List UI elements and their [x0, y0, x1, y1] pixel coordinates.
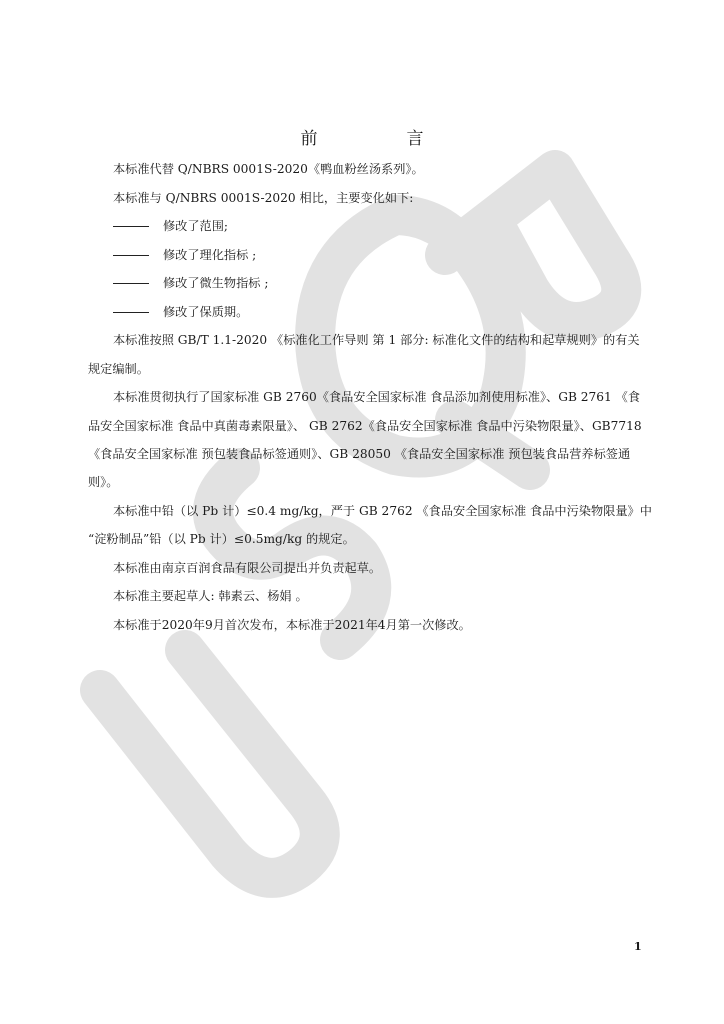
paragraph-drafter-company: 本标准由南京百润食品有限公司提出并负责起草。: [113, 561, 382, 575]
change-item: [113, 218, 228, 235]
paragraph-standards: 本标准贯彻执行了国家标准 GB 2760《食品安全国家标准 食品添加剂使用标准》、GB 2761 《食: [113, 390, 641, 404]
dash-bullet: [113, 255, 149, 256]
paragraph-lead-limit: 本标准中铅（以 Pb 计）≤0.4 mg/kg，严于 GB 2762 《食品安全国家标准 食品中污染物限量》中: [113, 504, 652, 518]
page-title: 前 言: [300, 129, 460, 149]
paragraph-standards-cont: 则》。: [88, 475, 119, 489]
paragraph-publication: 本标准于2020年9月首次发布，本标准于2021年4月第一次修改。: [113, 618, 471, 632]
paragraph-gb-basis-cont: 规定编制。: [88, 362, 149, 376]
dash-bullet: [113, 312, 149, 313]
paragraph-gb-basis: 本标准按照 GB/T 1.1-2020 《标准化工作导则 第 1 部分: 标准化文件的结构和起草规则》的有关: [113, 333, 640, 347]
paragraph-replacement: 本标准代替 Q/NBRS 0001S-2020《鸭血粉丝汤系列》。: [113, 162, 424, 176]
change-item: [113, 275, 268, 292]
dash-bullet: [113, 226, 149, 227]
dash-bullet: [113, 283, 149, 284]
paragraph-changes-intro: 本标准与 Q/NBRS 0001S-2020 相比，主要变化如下:: [113, 191, 414, 205]
paragraph-lead-limit-cont: “淀粉制品”铅（以 Pb 计）≤0.5mg/kg 的规定。: [88, 532, 355, 546]
change-item: [113, 304, 248, 321]
change-text: 修改了微生物指标 ;: [163, 276, 269, 290]
paragraph-standards-cont: 《食品安全国家标准 预包装食品标签通则》、GB 28050 《食品安全国家标准 预包装食品营养标签通: [88, 447, 631, 461]
change-text: 修改了保质期。: [163, 305, 249, 319]
change-text: 修改了理化指标 ;: [163, 248, 257, 262]
page-number: 1: [634, 940, 642, 953]
change-item: [113, 247, 256, 264]
change-text: 修改了范围;: [163, 219, 229, 233]
paragraph-drafters: 本标准主要起草人: 韩素云、杨娟 。: [113, 589, 308, 603]
paragraph-standards-cont: 品安全国家标准 食品中真菌毒素限量》、 GB 2762《食品安全国家标准 食品中污染物限量》、GB7718: [88, 419, 642, 433]
